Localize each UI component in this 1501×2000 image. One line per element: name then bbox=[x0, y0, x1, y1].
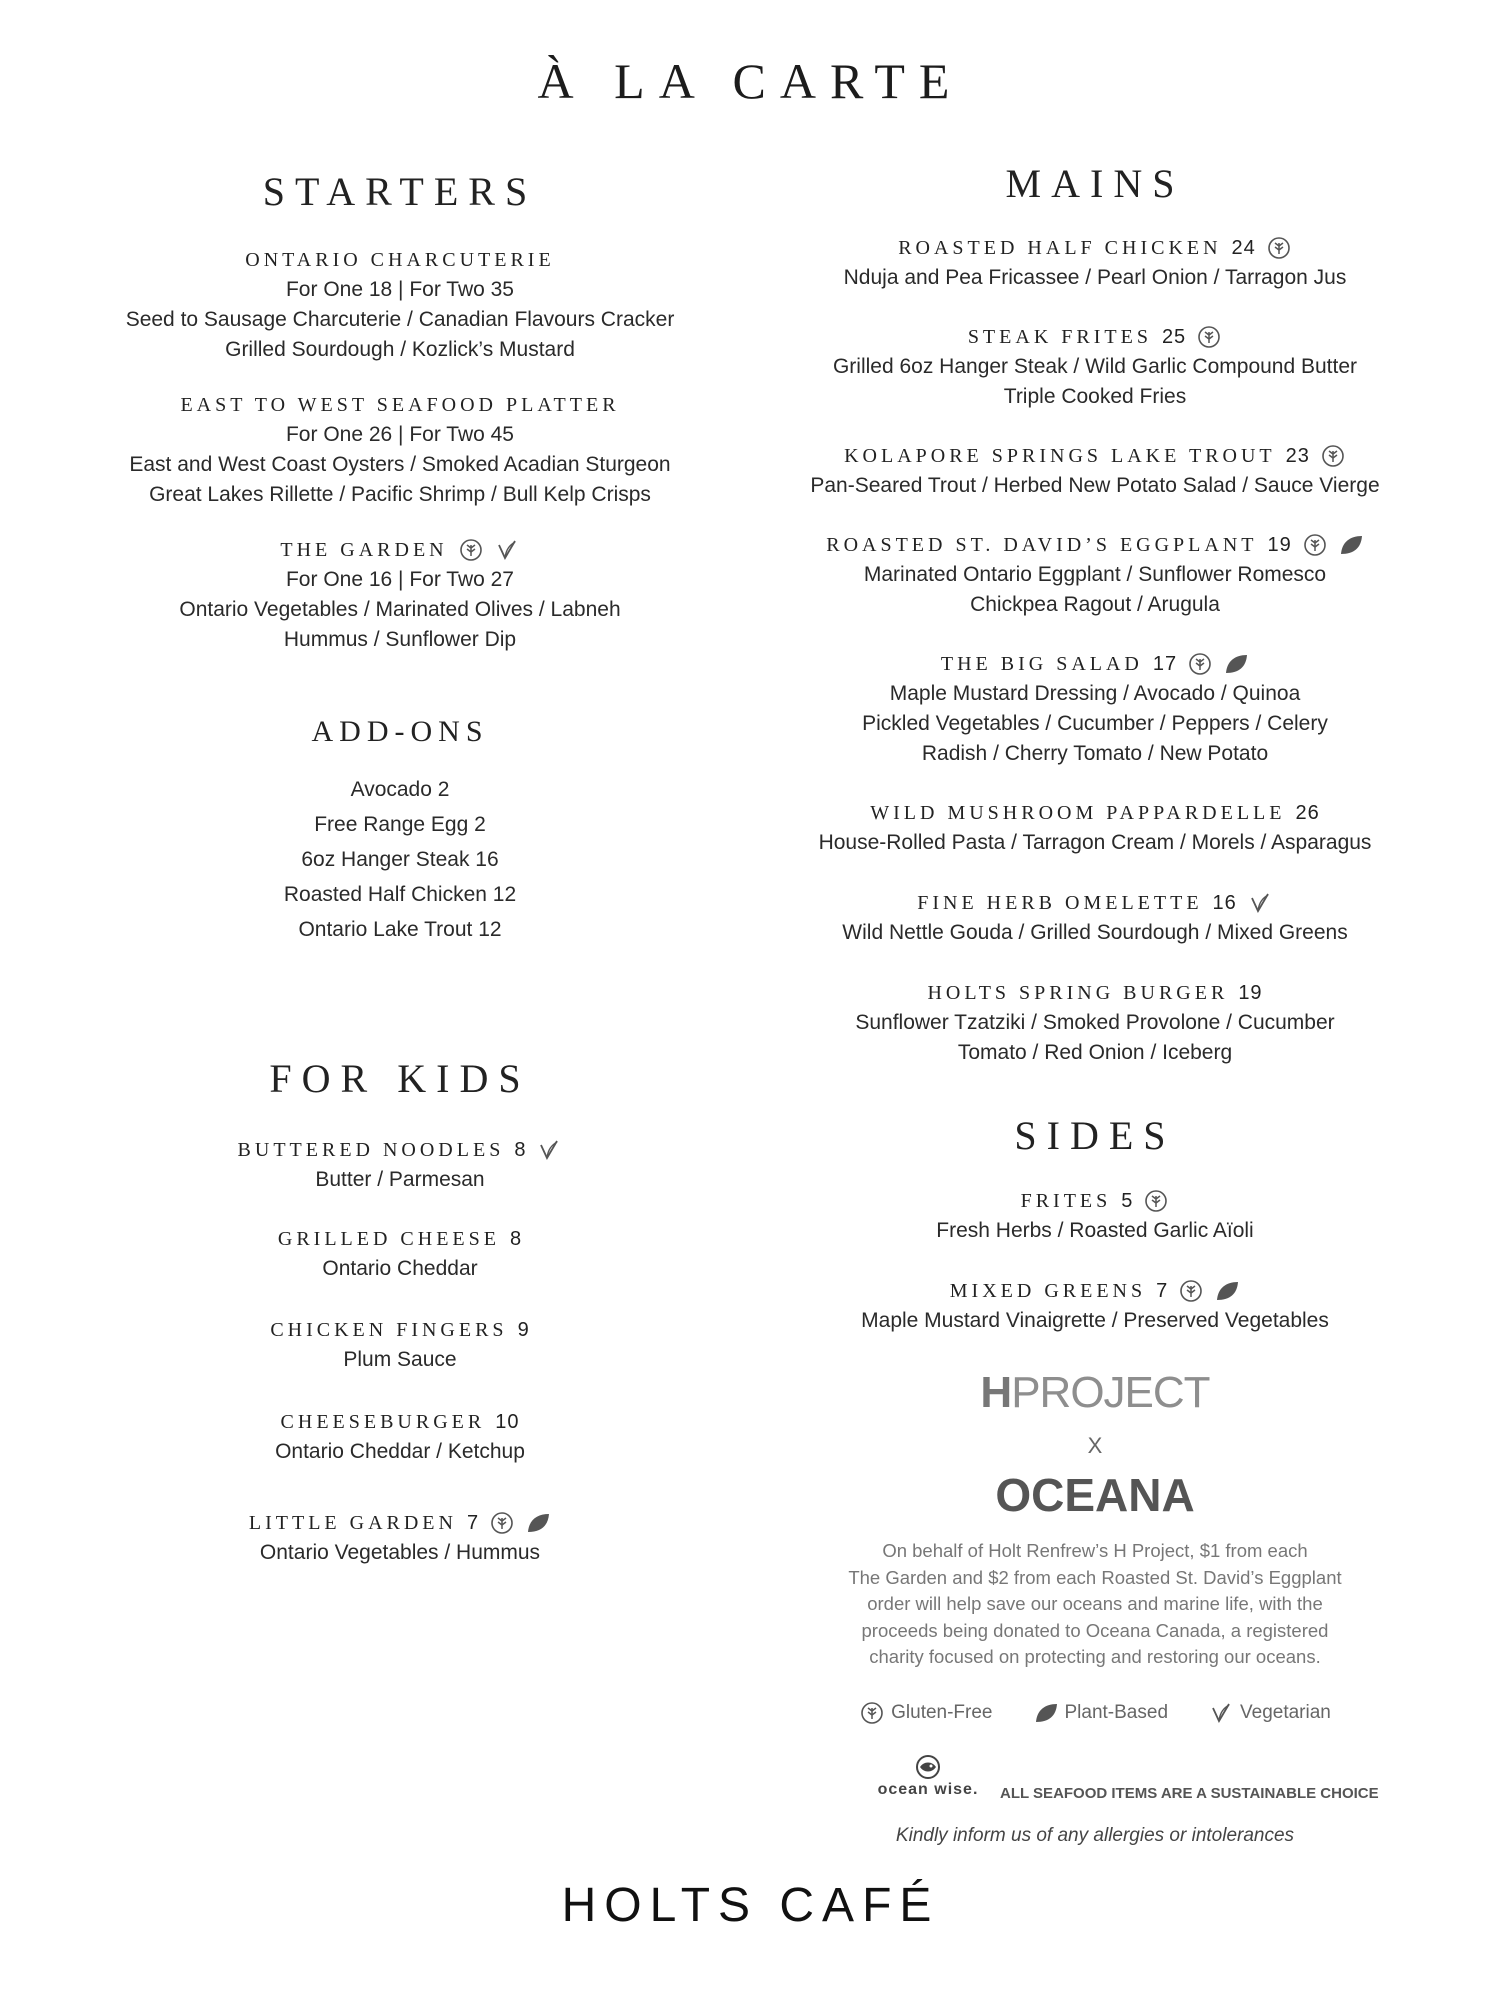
oceana-logo: OCEANA bbox=[995, 1469, 1195, 1521]
item-name: GRILLED CHEESE bbox=[277, 1228, 500, 1250]
gluten-free-icon bbox=[1320, 443, 1346, 469]
item-name: ONTARIO CHARCUTERIE bbox=[245, 249, 555, 271]
donation-line: charity focused on protecting and restoring our oceans. bbox=[869, 1646, 1321, 1667]
item-name-row bbox=[281, 1407, 520, 1437]
item-name: FINE HERB OMELETTE bbox=[917, 892, 1203, 914]
menu-item-big-salad bbox=[760, 649, 1430, 769]
addon-item: 6oz Hanger Steak 16 bbox=[301, 848, 499, 871]
plant-based-icon bbox=[1033, 1700, 1059, 1726]
item-name: CHICKEN FINGERS bbox=[270, 1319, 508, 1341]
addon-item: Roasted Half Chicken 12 bbox=[283, 883, 517, 906]
menu-item-grilled-cheese bbox=[80, 1224, 720, 1284]
item-name-row bbox=[941, 649, 1249, 679]
item-line: Wild Nettle Gouda / Grilled Sourdough / Mixed Greens bbox=[842, 921, 1348, 944]
item-price: 23 bbox=[1285, 445, 1310, 467]
left-column bbox=[80, 0, 720, 2000]
item-line: Grilled 6oz Hanger Steak / Wild Garlic Compound Butter bbox=[832, 355, 1358, 378]
item-price: 19 bbox=[1267, 534, 1292, 556]
item-name-row bbox=[844, 441, 1346, 471]
item-line: Hummus / Sunflower Dip bbox=[283, 628, 517, 651]
menu-item-mushroom-pappardelle bbox=[760, 798, 1430, 858]
legend-label: Plant-Based bbox=[1064, 1702, 1169, 1723]
legend-label: Gluten-Free bbox=[891, 1702, 993, 1723]
item-name: STEAK FRITES bbox=[967, 326, 1152, 348]
item-line: Pickled Vegetables / Cucumber / Peppers / Celery bbox=[862, 712, 1328, 735]
item-name: BUTTERED NOODLES bbox=[237, 1139, 505, 1161]
item-line: Ontario Cheddar / Ketchup bbox=[275, 1440, 525, 1463]
starters-heading: STARTERS bbox=[262, 169, 538, 214]
addon-item: Avocado 2 bbox=[350, 778, 450, 801]
h-project-text: PROJECT bbox=[1011, 1368, 1210, 1417]
brand-logo: HOLTS CAFÉ bbox=[561, 1879, 940, 1932]
item-line: Maple Mustard Dressing / Avocado / Quinoa bbox=[889, 682, 1301, 705]
menu-item-lake-trout bbox=[760, 441, 1430, 501]
item-line: Nduja and Pea Fricassee / Pearl Onion / Tarragon Jus bbox=[843, 266, 1347, 289]
gluten-free-icon bbox=[489, 1510, 515, 1536]
item-price: 26 bbox=[1295, 802, 1320, 824]
item-price: 24 bbox=[1231, 237, 1256, 259]
item-name-row bbox=[238, 1135, 563, 1165]
h-project-mark: H bbox=[980, 1368, 1012, 1417]
gluten-free-icon bbox=[859, 1700, 885, 1726]
sides-heading: SIDES bbox=[1014, 1113, 1176, 1158]
item-name: KOLAPORE SPRINGS LAKE TROUT bbox=[844, 445, 1276, 467]
mains-heading: MAINS bbox=[1005, 161, 1185, 206]
item-line: Sunflower Tzatziki / Smoked Provolone / Cucumber bbox=[855, 1011, 1335, 1034]
item-line: Ontario Vegetables / Marinated Olives / Labneh bbox=[179, 598, 621, 621]
gluten-free-icon bbox=[1178, 1278, 1204, 1304]
item-name-row bbox=[927, 978, 1262, 1008]
partnership-cross: X bbox=[1087, 1433, 1103, 1458]
dietary-legend bbox=[760, 1700, 1430, 1726]
gluten-free-icon bbox=[458, 537, 484, 563]
item-line: For One 26 | For Two 45 bbox=[285, 423, 514, 446]
item-line: For One 16 | For Two 27 bbox=[285, 568, 514, 591]
kids-heading: FOR KIDS bbox=[269, 1056, 531, 1101]
gluten-free-icon bbox=[1196, 324, 1222, 350]
plant-based-icon bbox=[1223, 651, 1249, 677]
item-name-row bbox=[950, 1276, 1240, 1306]
item-price: 17 bbox=[1152, 653, 1178, 675]
item-name-row bbox=[898, 233, 1292, 263]
item-name: THE GARDEN bbox=[280, 539, 448, 561]
allergy-note: Kindly inform us of any allergies or intolerances bbox=[895, 1825, 1295, 1846]
gluten-free-icon bbox=[1143, 1188, 1169, 1214]
menu-item-the-garden bbox=[80, 535, 720, 655]
menu-item-omelette bbox=[760, 888, 1430, 948]
addons-heading: ADD-ONS bbox=[311, 715, 489, 748]
item-name: HOLTS SPRING BURGER bbox=[927, 982, 1229, 1004]
item-price: 10 bbox=[495, 1411, 520, 1433]
menu-item-mixed-greens bbox=[760, 1276, 1430, 1336]
donation-note bbox=[790, 1538, 1400, 1671]
page-title: À LA CARTE bbox=[537, 53, 964, 109]
menu-item-seafood-platter bbox=[80, 390, 720, 510]
item-line: Fresh Herbs / Roasted Garlic Aïoli bbox=[936, 1219, 1254, 1242]
item-name-row bbox=[870, 798, 1319, 828]
item-name: ROASTED ST. DAVID’S EGGPLANT bbox=[826, 534, 1258, 556]
item-name-row bbox=[968, 322, 1222, 352]
donation-line: proceeds being donated to Oceana Canada, a registered bbox=[861, 1619, 1329, 1641]
item-name: THE BIG SALAD bbox=[940, 653, 1143, 675]
plant-based-icon bbox=[1338, 532, 1364, 558]
item-line: Grilled Sourdough / Kozlick’s Mustard bbox=[225, 338, 575, 361]
item-line: Seed to Sausage Charcuterie / Canadian Flavours Cracker bbox=[125, 308, 675, 331]
item-line: Butter / Parmesan bbox=[315, 1168, 485, 1191]
plant-based-icon bbox=[1214, 1278, 1240, 1304]
legend-vegetarian bbox=[1208, 1700, 1331, 1726]
menu-item-eggplant bbox=[760, 530, 1430, 620]
legend-label: Vegetarian bbox=[1240, 1702, 1331, 1723]
vegetarian-icon bbox=[1208, 1700, 1234, 1726]
item-name-row bbox=[249, 1508, 551, 1538]
gluten-free-icon bbox=[1266, 235, 1292, 261]
item-line: Great Lakes Rillette / Pacific Shrimp / Bull Kelp Crisps bbox=[149, 483, 651, 506]
menu-item-little-garden bbox=[80, 1508, 720, 1568]
item-price: 7 bbox=[1156, 1280, 1169, 1302]
ocean-wise-wordmark: ocean wise. bbox=[877, 1781, 979, 1798]
ocean-wise-logo bbox=[848, 1753, 1008, 1799]
item-name: LITTLE GARDEN bbox=[248, 1512, 457, 1534]
item-line: For One 18 | For Two 35 bbox=[285, 278, 514, 301]
item-name: FRITES bbox=[1020, 1190, 1112, 1212]
item-line: Plum Sauce bbox=[343, 1348, 457, 1371]
item-line: Marinated Ontario Eggplant / Sunflower Romesco bbox=[863, 563, 1327, 586]
ocean-wise-fish-icon bbox=[913, 1753, 943, 1781]
menu-item-buttered-noodles bbox=[80, 1135, 720, 1195]
item-name: ROASTED HALF CHICKEN bbox=[898, 237, 1222, 259]
vegetarian-icon bbox=[1247, 890, 1273, 916]
item-line: East and West Coast Oysters / Smoked Acadian Sturgeon bbox=[129, 453, 671, 476]
legend-plant-based bbox=[1033, 1700, 1169, 1726]
menu-item-spring-burger bbox=[760, 978, 1430, 1068]
item-line: Triple Cooked Fries bbox=[1003, 385, 1187, 408]
menu-item-ontario-charcuterie bbox=[80, 245, 720, 365]
item-line: Tomato / Red Onion / Iceberg bbox=[957, 1041, 1233, 1064]
menu-item-frites bbox=[760, 1186, 1430, 1246]
item-name-row bbox=[278, 1224, 522, 1254]
menu-item-chicken-fingers bbox=[80, 1315, 720, 1375]
item-name-row bbox=[280, 535, 519, 565]
addon-item: Free Range Egg 2 bbox=[314, 813, 486, 836]
item-price: 19 bbox=[1238, 982, 1263, 1004]
item-name: MIXED GREENS bbox=[949, 1280, 1147, 1302]
item-line: Chickpea Ragout / Arugula bbox=[970, 593, 1220, 616]
item-name-row bbox=[917, 888, 1273, 918]
donation-line: On behalf of Holt Renfrew’s H Project, $1 from each bbox=[882, 1540, 1308, 1561]
donation-line: order will help save our oceans and marine life, with the bbox=[867, 1593, 1323, 1614]
item-name: WILD MUSHROOM PAPPARDELLE bbox=[870, 802, 1286, 824]
menu-item-roasted-half-chicken bbox=[760, 233, 1430, 293]
item-line: Maple Mustard Vinaigrette / Preserved Vegetables bbox=[861, 1309, 1329, 1332]
donation-line: The Garden and $2 from each Roasted St. David’s Eggplant bbox=[848, 1566, 1342, 1588]
vegetarian-icon bbox=[536, 1137, 562, 1163]
item-name-row bbox=[826, 530, 1364, 560]
item-line: Radish / Cherry Tomato / New Potato bbox=[921, 742, 1269, 765]
item-line: Ontario Cheddar bbox=[322, 1257, 478, 1280]
item-price: 7 bbox=[466, 1512, 480, 1534]
item-name: CHEESEBURGER bbox=[280, 1411, 486, 1433]
gluten-free-icon bbox=[1302, 532, 1328, 558]
item-line: House-Rolled Pasta / Tarragon Cream / Morels / Asparagus bbox=[818, 831, 1372, 854]
legend-gluten-free bbox=[859, 1700, 992, 1726]
menu-item-steak-frites bbox=[760, 322, 1430, 412]
item-price: 5 bbox=[1121, 1190, 1134, 1212]
addon-item: Ontario Lake Trout 12 bbox=[298, 918, 502, 941]
item-price: 8 bbox=[514, 1139, 527, 1161]
sustainable-seafood-claim: ALL SEAFOOD ITEMS ARE A SUSTAINABLE CHOICE bbox=[1000, 1785, 1379, 1802]
vegetarian-icon bbox=[494, 537, 520, 563]
plant-based-icon bbox=[525, 1510, 551, 1536]
item-price: 8 bbox=[509, 1228, 523, 1250]
item-name-row bbox=[270, 1315, 529, 1345]
h-project-logo bbox=[760, 1368, 1430, 1418]
item-name-row bbox=[1021, 1186, 1170, 1216]
item-line: Pan-Seared Trout / Herbed New Potato Salad / Sauce Vierge bbox=[810, 474, 1380, 497]
item-line: Ontario Vegetables / Hummus bbox=[259, 1541, 541, 1564]
item-price: 25 bbox=[1161, 326, 1187, 348]
item-name: EAST TO WEST SEAFOOD PLATTER bbox=[180, 394, 620, 416]
gluten-free-icon bbox=[1187, 651, 1213, 677]
item-price: 16 bbox=[1212, 892, 1237, 914]
item-price: 9 bbox=[517, 1319, 530, 1341]
menu-item-cheeseburger bbox=[80, 1407, 720, 1467]
